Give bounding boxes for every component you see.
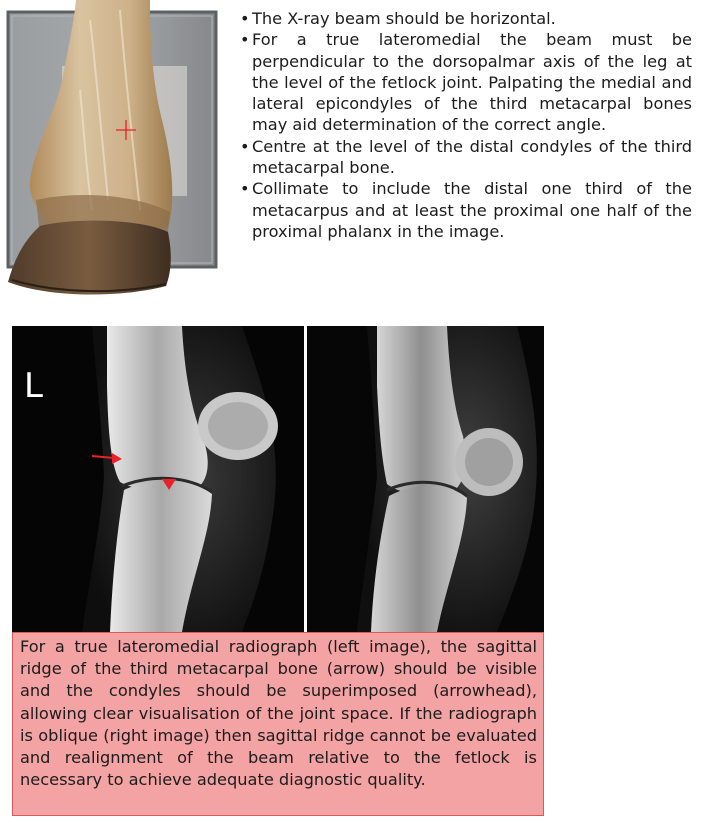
bullet-icon: • xyxy=(240,136,250,156)
radiograph-right-image xyxy=(307,326,544,632)
leg-photo-illustration xyxy=(0,0,220,300)
bullet-icon: • xyxy=(240,9,250,28)
side-marker-label: L xyxy=(24,366,43,406)
instruction-item: • Centre at the level of the distal condyles of the third metacarpal bone. xyxy=(240,136,692,178)
radiograph-oblique xyxy=(307,326,544,632)
bullet-icon: • xyxy=(240,179,250,199)
leg-positioning-photo xyxy=(0,0,220,300)
instruction-item: • The X-ray beam should be horizontal. xyxy=(240,9,556,28)
figure-caption: For a true lateromedial radiograph (left image), the sagittal ridge of the third metacarpal bone (arrow) should be visible and the condyles should be superimposed (arrowhead), allowing clear visualisation of the joint space. If the radiograph is oblique (right image) then sagittal ridge cannot be evaluated and realignment of the beam relative to the fetlock is necessary to achieve adequate diagnostic quality. xyxy=(12,632,544,816)
instruction-item: • For a true lateromedial the beam must be perpendicular to the dorsopalmar axis of the leg at the level of the fetlock joint. Palpating the medial and lateral epicondyles of the third metacarpal bones may aid determination of the correct angle. xyxy=(240,30,692,135)
radiograph-left-image xyxy=(12,326,304,632)
bullet-icon: • xyxy=(240,30,250,50)
positioning-instructions xyxy=(240,8,692,242)
instruction-item: • Collimate to include the distal one third of the metacarpus and at least the proximal one half of the proximal phalanx in the image. xyxy=(240,179,692,241)
radiograph-true-lateromedial xyxy=(12,326,304,632)
